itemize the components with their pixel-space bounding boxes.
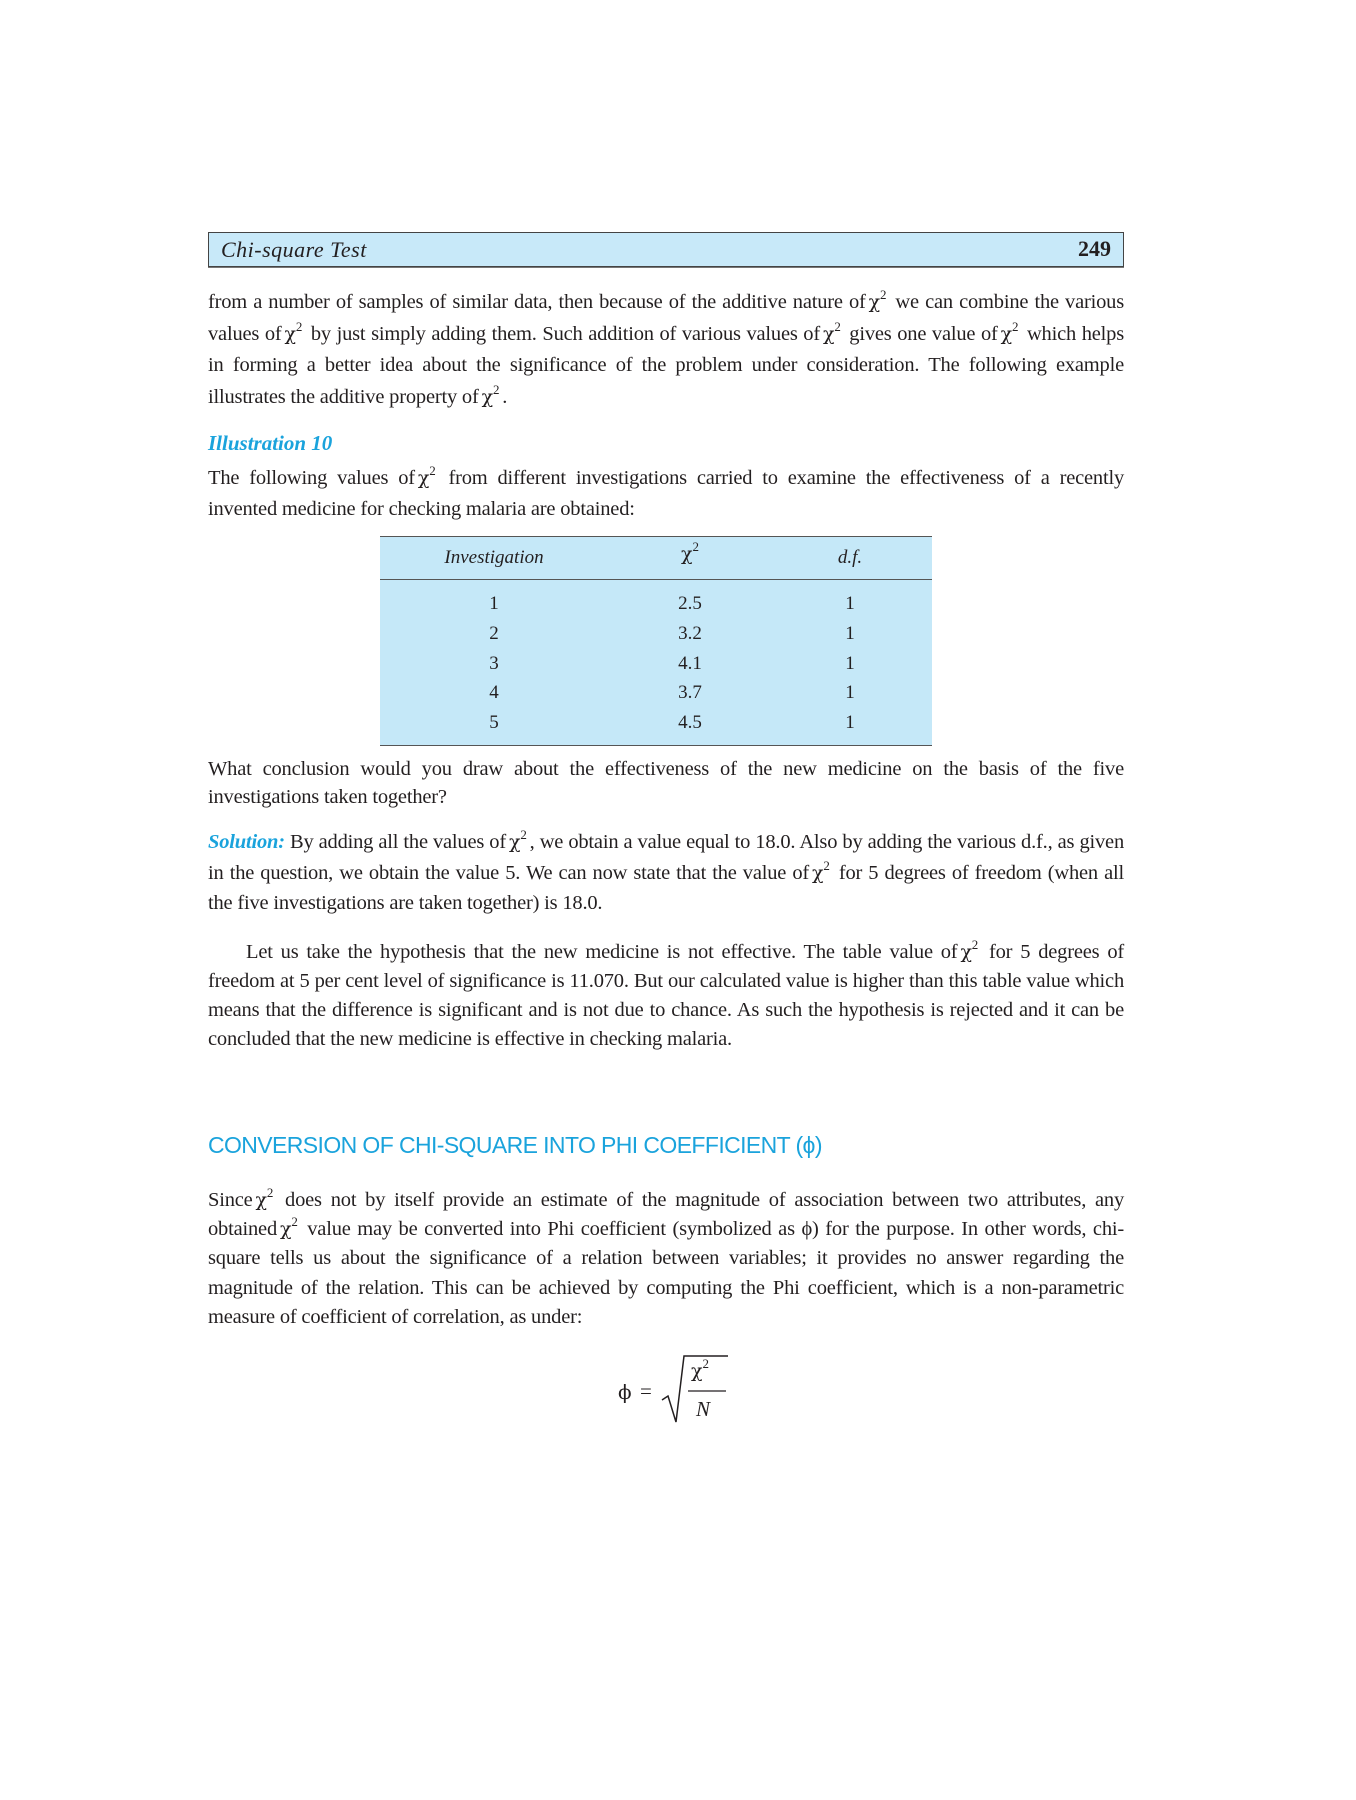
paragraph-text: Let us take the hypothesis that the new medicine is not effective. The table value of	[246, 941, 958, 963]
cell-df: 1	[845, 622, 855, 644]
paragraph-text: Since	[208, 1189, 253, 1211]
paragraph-text: for 5 degrees of freedom at 5 per cent level of significance is 11.070. But our calculated value is higher than this table value which means that the difference is significant and is not due to chance. As such the hypothesis is rejected and it can be concluded that the new medicine is effective in checking malaria.	[208, 941, 1124, 1050]
paragraph-text: by just simply adding them. Such addition of various values of	[305, 322, 820, 345]
column-header-df: d.f.	[837, 547, 863, 568]
column-header-investigation: Investigation	[444, 547, 544, 568]
paragraph-conclusion	[208, 938, 1124, 1054]
phi-symbol: ϕ	[618, 1380, 632, 1404]
chi-square-symbol: $\chi^2$	[960, 937, 979, 963]
paragraph-text: gives one value of	[843, 322, 998, 345]
cell-chi-square: 3.2	[678, 622, 702, 644]
paragraph-text: By adding all the values of	[284, 831, 506, 853]
chi-symbol: $\chi^2$	[680, 539, 699, 565]
paragraph-text: The following values of	[208, 467, 415, 489]
chi-square-symbol: $\chi^2$	[1000, 318, 1019, 345]
table-header-divider	[380, 579, 932, 580]
paragraph-illustration-intro	[208, 463, 1124, 525]
cell-investigation: 4	[489, 682, 499, 704]
paragraph-additive-property	[208, 287, 1124, 414]
paragraph-text: What conclusion would you draw about the effectiveness of the new medicine on the basis of the five investigations taken together?	[208, 758, 1124, 808]
page-number: 249	[1078, 236, 1111, 261]
paragraph-text: from different investigations carried to examine the effectiveness of a recently invented medicine for checking malaria are obtained:	[208, 467, 1125, 520]
column-header-chi-square	[610, 539, 770, 566]
cell-df: 1	[845, 652, 855, 674]
formula-n: N	[696, 1397, 711, 1421]
phi-formula	[618, 1352, 728, 1427]
solution-label: Solution:	[208, 831, 285, 853]
paragraph-text: we can combine the various values of	[208, 291, 1124, 345]
paragraph-question	[208, 755, 1124, 811]
cell-chi-square: 2.5	[678, 593, 702, 614]
cell-investigation: 2	[489, 622, 499, 644]
paragraph-text: for 5 degrees of freedom (when all the five investigations are taken together) is 18.0.	[208, 861, 1125, 914]
chi-square-symbol: $\chi^2$	[417, 463, 436, 489]
paragraph-solution	[208, 827, 1124, 919]
cell-investigation: 1	[489, 593, 499, 614]
chi-square-symbol: $\chi^2$	[255, 1185, 274, 1211]
chi-square-symbol: $\chi^2$	[280, 1214, 298, 1241]
chi-square-symbol: $\chi^2$	[508, 827, 527, 853]
cell-chi-square: 3.7	[678, 682, 702, 704]
cell-df: 1	[845, 682, 855, 704]
illustration-label: Illustration 10	[208, 431, 333, 455]
chi-square-symbol: $\chi^2$	[812, 857, 830, 884]
cell-chi-square: 4.5	[678, 712, 702, 734]
chi-square-table	[380, 536, 932, 746]
paragraph-text: value may be converted into Phi coefficient (symbolized as ϕ) for the purpose. In other words, chi-square tells us about the significance of a relation between variables; it provides no answer regarding the magnitude of the relation. This can be achieved by computing the Phi coefficient, which is a non-parametric measure of coefficient of correlation, as under:	[208, 1218, 1124, 1328]
chi-square-symbol: $\chi^2$	[481, 382, 500, 409]
cell-chi-square: 4.1	[678, 652, 702, 674]
paragraph-text: .	[502, 386, 508, 409]
paragraph-text: which helps in forming a better idea about the significance of the problem under consideration. The following example illustrates the additive property of	[208, 322, 1124, 409]
paragraph-text: from a number of samples of similar data, then because of the additive nature of	[208, 291, 866, 313]
section-heading: CONVERSION OF CHI-SQUARE INTO PHI COEFFICIENT (ϕ)	[208, 1132, 822, 1158]
cell-investigation: 5	[489, 712, 499, 734]
formula-chi-square: $\chi^2$	[691, 1356, 710, 1382]
equals-sign: =	[640, 1379, 652, 1403]
cell-df: 1	[845, 712, 855, 734]
cell-df: 1	[845, 593, 855, 614]
paragraph-text: , we obtain a value equal to 18.0. Also by adding the various d.f., as given in the question, we obtain the value 5. We can now state that the value of	[208, 831, 1124, 884]
cell-investigation: 3	[489, 652, 499, 674]
chi-square-symbol: $\chi^2$	[868, 287, 887, 313]
paragraph-phi-intro	[208, 1186, 1124, 1332]
running-header	[208, 232, 1124, 267]
paragraph-text: does not by itself provide an estimate of the magnitude of association between two attributes, any obtained	[208, 1189, 1124, 1241]
chi-square-symbol: $\chi^2$	[284, 318, 303, 345]
chapter-title: Chi-square Test	[221, 237, 367, 262]
chi-square-symbol: $\chi^2$	[822, 318, 841, 345]
